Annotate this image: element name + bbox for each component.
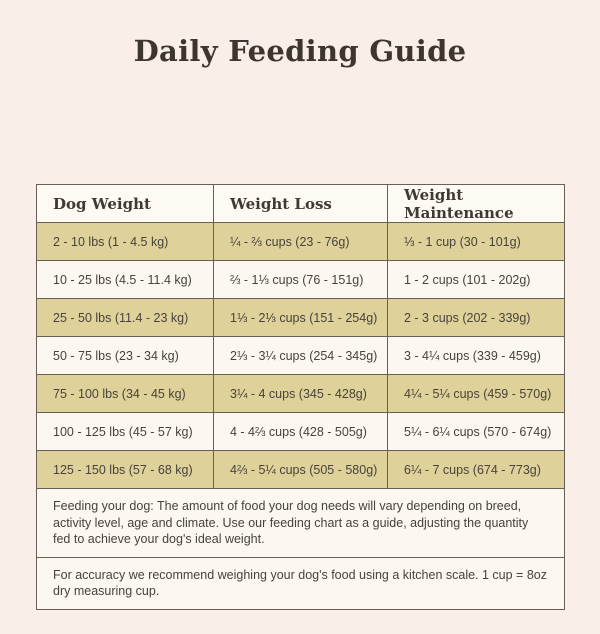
feeding-guidance-note: Feeding your dog: The amount of food your dog needs will vary depending on breed, activity level, age and climate. Use our feeding chart as a guide, adjusting the quantity fed to achieve your dog's ideal weight. (37, 489, 565, 558)
cell-weight-loss: 1⅓ - 2⅓ cups (151 - 254g) (214, 299, 388, 337)
note-row (37, 557, 565, 609)
cell-weight-maintenance: 5¼ - 6¼ cups (570 - 674g) (388, 413, 565, 451)
cell-weight-maintenance: 6¼ - 7 cups (674 - 773g) (388, 451, 565, 489)
cell-weight-loss: 3¼ - 4 cups (345 - 428g) (214, 375, 388, 413)
table-row (37, 299, 565, 337)
table-header-row (37, 185, 565, 223)
cell-weight-loss: ¼ - ⅔ cups (23 - 76g) (214, 223, 388, 261)
page-title: Daily Feeding Guide (133, 34, 467, 68)
cell-weight-loss: ⅔ - 1⅓ cups (76 - 151g) (214, 261, 388, 299)
cell-weight-maintenance: 2 - 3 cups (202 - 339g) (388, 299, 565, 337)
table-row (37, 223, 565, 261)
cell-weight-maintenance: 3 - 4¼ cups (339 - 459g) (388, 337, 565, 375)
cell-weight-loss: 4⅔ - 5¼ cups (505 - 580g) (214, 451, 388, 489)
cell-dog-weight: 100 - 125 lbs (45 - 57 kg) (37, 413, 214, 451)
cell-dog-weight: 25 - 50 lbs (11.4 - 23 kg) (37, 299, 214, 337)
table-row (37, 413, 565, 451)
table-row (37, 375, 565, 413)
cell-dog-weight: 2 - 10 lbs (1 - 4.5 kg) (37, 223, 214, 261)
cell-dog-weight: 125 - 150 lbs (57 - 68 kg) (37, 451, 214, 489)
cell-weight-maintenance: 4¼ - 5¼ cups (459 - 570g) (388, 375, 565, 413)
header-weight-maintenance: Weight Maintenance (388, 185, 565, 223)
cell-dog-weight: 75 - 100 lbs (34 - 45 kg) (37, 375, 214, 413)
header-dog-weight: Dog Weight (37, 185, 214, 223)
accuracy-note: For accuracy we recommend weighing your dog's food using a kitchen scale. 1 cup = 8oz dry measuring cup. (37, 557, 565, 609)
cell-weight-loss: 4 - 4⅔ cups (428 - 505g) (214, 413, 388, 451)
table-row (37, 337, 565, 375)
table-row (37, 261, 565, 299)
cell-weight-loss: 2⅓ - 3¼ cups (254 - 345g) (214, 337, 388, 375)
header-weight-loss: Weight Loss (214, 185, 388, 223)
cell-dog-weight: 50 - 75 lbs (23 - 34 kg) (37, 337, 214, 375)
feeding-guide-table (36, 184, 565, 610)
cell-dog-weight: 10 - 25 lbs (4.5 - 11.4 kg) (37, 261, 214, 299)
cell-weight-maintenance: 1 - 2 cups (101 - 202g) (388, 261, 565, 299)
table-row (37, 451, 565, 489)
cell-weight-maintenance: ⅓ - 1 cup (30 - 101g) (388, 223, 565, 261)
note-row (37, 489, 565, 558)
